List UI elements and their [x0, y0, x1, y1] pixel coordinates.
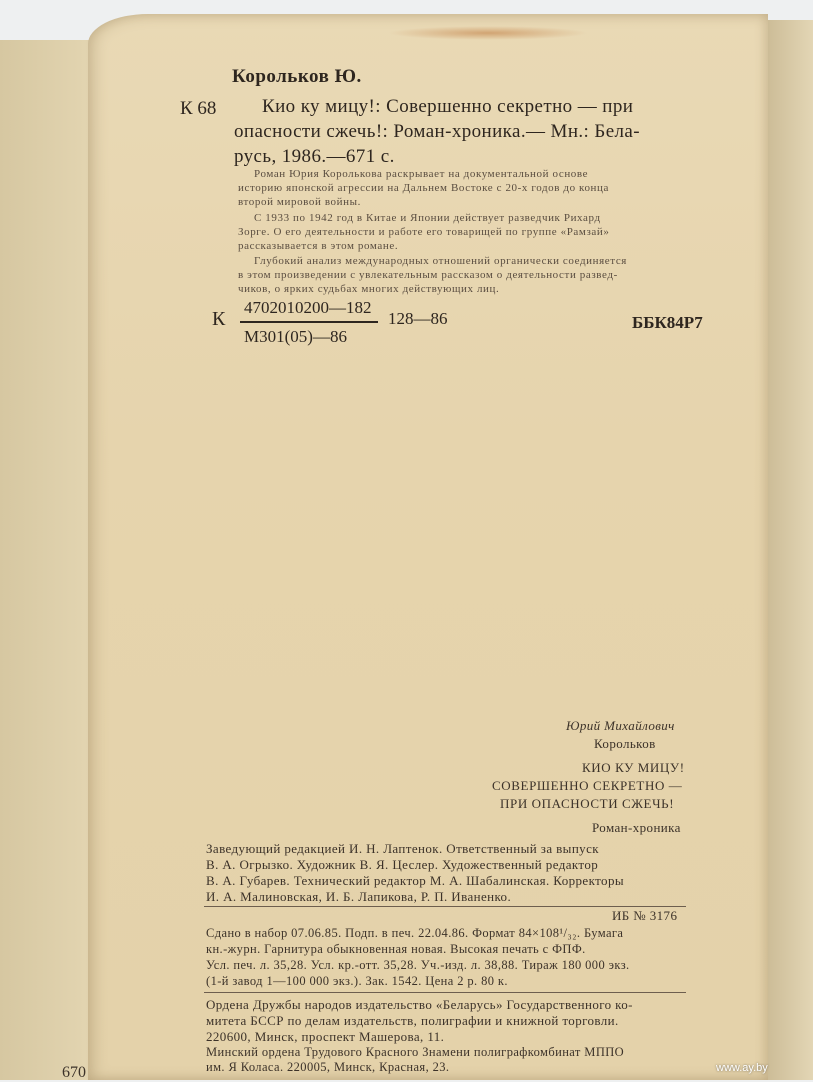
print-line-4: (1-й завод 1—100 000 экз.). Зак. 1542. Цена 2 р. 80 к. [206, 974, 508, 988]
annotation-line-2: историю японской агрессии на Дальнем Востоке с 20-х годов до конца [238, 182, 610, 194]
card-author: Корольков Ю. [232, 66, 362, 87]
card-fraction-line [240, 321, 378, 323]
card-code-bottom: М301(05)—86 [244, 327, 347, 346]
card-index: К 68 [180, 98, 217, 119]
colophon-genre: Роман-хроника [592, 820, 681, 835]
card-title-line-3: русь, 1986.—671 с. [234, 146, 395, 167]
colophon-author-last: Корольков [594, 736, 656, 751]
ib-number: ИБ № 3176 [612, 908, 678, 923]
publisher-line-3: 220600, Минск, проспект Машерова, 11. [206, 1029, 445, 1044]
colophon-title-line-2: СОВЕРШЕННО СЕКРЕТНО — [492, 778, 683, 793]
colophon-title-line-1: КИО КУ МИЦУ! [582, 760, 685, 775]
divider-2 [204, 992, 686, 993]
divider-1 [204, 906, 686, 907]
card-title-line-2: опасности сжечь!: Роман-хроника.— Мн.: Бела- [234, 121, 640, 142]
annotation-line-9: чиков, о ярких судьбах многих действующих лиц. [238, 283, 500, 295]
colophon-author-first: Юрий Михайлович [566, 718, 675, 733]
publisher-line-2: митета БССР по делам издательств, полиграфии и книжной торговли. [206, 1013, 619, 1028]
card-code-top: 4702010200—182 [244, 298, 372, 317]
page-number: 670 [62, 1064, 86, 1081]
colophon-title-line-3: ПРИ ОПАСНОСТИ СЖЕЧЬ! [500, 796, 675, 811]
card-bbk: ББК84Р7 [632, 313, 703, 332]
editors-line-3: В. А. Губарев. Технический редактор М. А. Шабалинская. Корректоры [206, 873, 624, 888]
editors-line-4: И. А. Малиновская, И. Б. Лапикова, Р. П. Иваненко. [206, 889, 512, 904]
annotation-line-5: Зорге. О его деятельности и работе его товарищей по группе «Рамзай» [238, 226, 610, 238]
page-stain [388, 26, 588, 40]
watermark-text: www.ay.by [716, 1062, 768, 1074]
print-line-1: Сдано в набор 07.06.85. Подп. в печ. 22.04.86. Формат 84×108¹/₃₂. Бумага [206, 926, 624, 940]
card-title-line-1: Кио ку мицу!: Совершенно секретно — при [262, 96, 634, 117]
editors-line-2: В. А. Огрызко. Художник В. Я. Цеслер. Художественный редактор [206, 857, 599, 872]
printer-line-2: им. Я Коласа. 220005, Минск, Красная, 23. [206, 1060, 450, 1074]
print-line-2: кн.-журн. Гарнитура обыкновенная новая. Высокая печать с ФПФ. [206, 942, 586, 956]
publisher-line-1: Ордена Дружбы народов издательство «Беларусь» Государственного ко- [206, 997, 633, 1012]
editors-line-1: Заведующий редакцией И. Н. Лаптенок. Ответственный за выпуск [206, 841, 599, 856]
print-line-3: Усл. печ. л. 35,28. Усл. кр.-отт. 35,28. Уч.-изд. л. 38,88. Тираж 180 000 экз. [206, 958, 630, 972]
card-k-letter: К [212, 308, 226, 330]
annotation-line-3: второй мировой войны. [238, 196, 361, 208]
printer-line-1: Минский ордена Трудового Красного Знамени полиграфкомбинат МППО [206, 1045, 625, 1059]
annotation-line-8: в этом произведении с увлекательным рассказом о деятельности развед- [238, 269, 618, 281]
card-code-right: 128—86 [388, 309, 448, 328]
annotation-line-6: рассказывается в этом романе. [238, 240, 399, 252]
annotation-line-4: С 1933 по 1942 год в Китае и Японии действует разведчик Рихард [254, 212, 601, 224]
annotation-line-7: Глубокий анализ международных отношений органически соединяется [254, 255, 627, 267]
annotation-line-1: Роман Юрия Королькова раскрывает на документальной основе [254, 168, 589, 180]
